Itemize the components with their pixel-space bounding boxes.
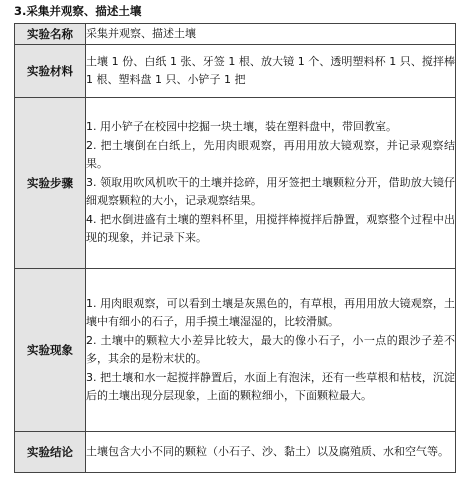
row-label: 实验结论 bbox=[15, 432, 86, 473]
row-content bbox=[86, 45, 456, 98]
table-row-materials bbox=[15, 45, 456, 98]
step-item: 2. 把土壤倒在白纸上，先用肉眼观察，再用用放大镜观察，并记录观察结果。 bbox=[86, 138, 455, 171]
phenomenon-item: 3. 把土壤和水一起搅拌静置后，水面上有泡沫，还有一些草根和枯枝，沉淀后的土壤出现分层现象，上面的颗粒细小，下面颗粒最大。 bbox=[86, 370, 455, 402]
row-content bbox=[86, 24, 456, 45]
step-item: 3. 领取用吹风机吹干的土壤并捻碎，用牙签把土壤颗粒分开，借助放大镜仔细观察颗粒的大小，记录观察结果。 bbox=[86, 175, 455, 208]
row-label: 实验步骤 bbox=[15, 98, 86, 269]
table-row-phenomena bbox=[15, 269, 456, 432]
table-row-conclusion bbox=[15, 432, 456, 473]
content-paragraph: 采集并观察、描述土壤 bbox=[86, 26, 196, 40]
content-paragraph: 土壤 1 份、白纸 1 张、牙签 1 根、放大镜 1 个、透明塑料杯 1 只、搅拌棒 1 根、塑料盘 1 只、小铲子 1 把 bbox=[86, 54, 455, 86]
phenomenon-item: 1. 用肉眼观察，可以看到土壤是灰黑色的，有草根，再用用放大镜观察，土壤中有细小的石子，用手摸土壤湿湿的，比较滑腻。 bbox=[86, 296, 455, 328]
experiment-table bbox=[14, 23, 456, 473]
row-label: 实验现象 bbox=[15, 269, 86, 432]
table-row-steps bbox=[15, 98, 456, 269]
row-content bbox=[86, 432, 456, 473]
table-row-experiment-name bbox=[15, 24, 456, 45]
row-content bbox=[86, 98, 456, 269]
content-paragraph: 土壤包含大小不同的颗粒（小石子、沙、黏土）以及腐殖质、水和空气等。 bbox=[86, 444, 449, 458]
row-label: 实验名称 bbox=[15, 24, 86, 45]
step-item: 4. 把水倒进盛有土壤的塑料杯里，用搅拌棒搅拌后静置，观察整个过程中出现的现象，并记录下来。 bbox=[86, 212, 455, 245]
row-content bbox=[86, 269, 456, 432]
row-label: 实验材料 bbox=[15, 45, 86, 98]
step-item: 1. 用小铲子在校园中挖掘一块土壤，装在塑料盘中，带回教室。 bbox=[86, 120, 397, 134]
phenomenon-item: 2. 土壤中的颗粒大小差异比较大，最大的像小石子，小一点的跟沙子差不多，其余的是粉末状的。 bbox=[86, 333, 455, 365]
section-title: 3.采集并观察、描述土壤 bbox=[14, 4, 142, 18]
